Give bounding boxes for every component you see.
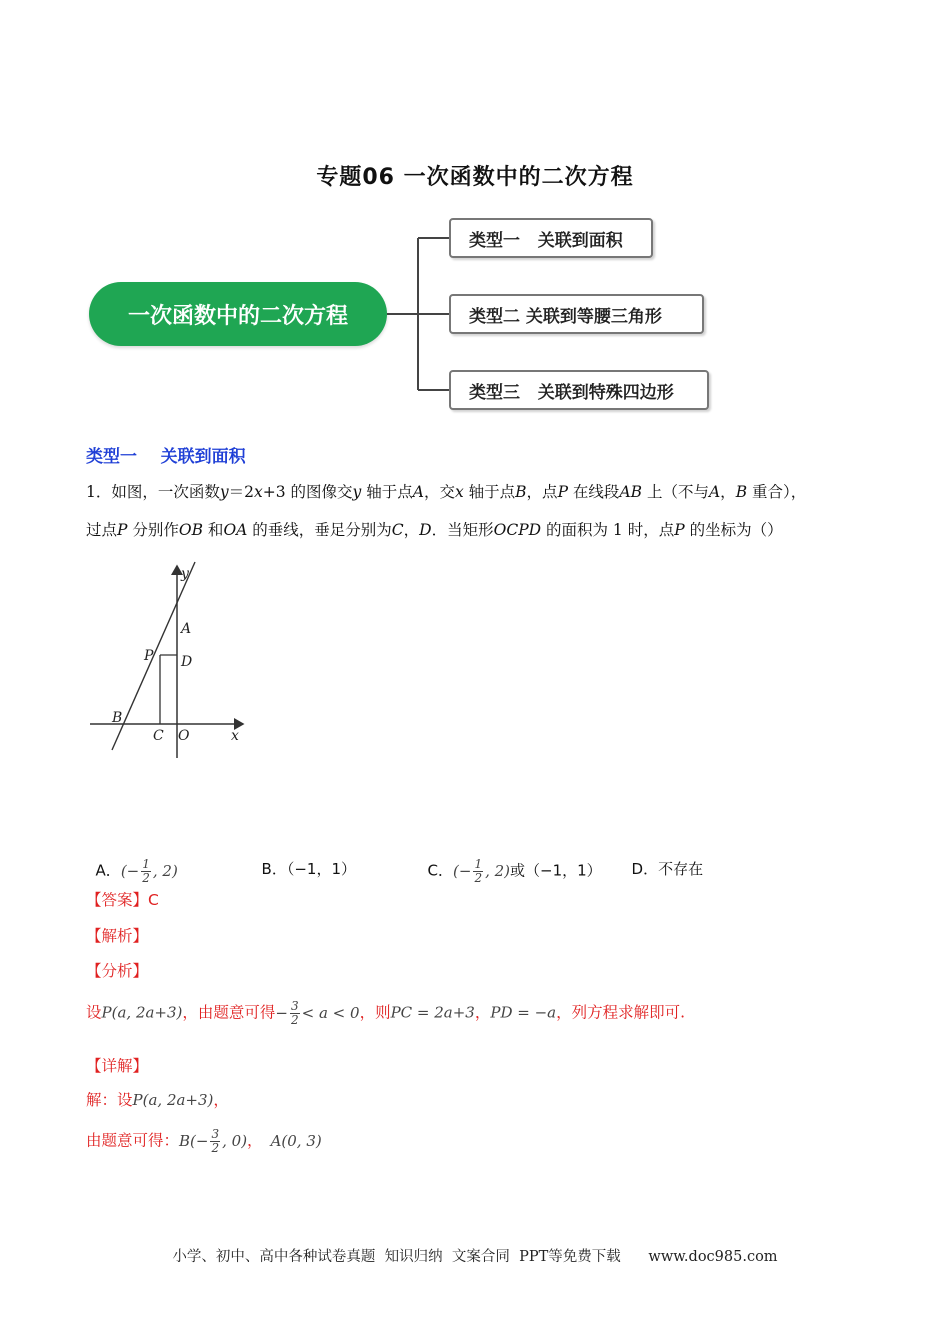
answer-tag: 【答案】C [86,891,159,909]
question-line-1: 1．如图，一次函数y＝2x+3 的图像交y 轴于点A，交x 轴于点B，点P 在线段AB 上（不与A，B 重合）， [86,483,807,501]
page-footer: 小学、初中、高中各种试卷真题 知识归纳 文案合同 PPT等免费下载 www.doc985.com [172,1249,778,1265]
option-b[interactable]: B．（−1，1） [261,860,356,878]
option-d[interactable]: D．不存在 [631,860,704,878]
option-c[interactable]: C．(− $\frac{1}{2}$ , 2)或（−1，1） [427,857,602,885]
mindmap-connectors [380,230,460,400]
solution-line-1: 解：设P(a, 2a+3)， [86,1091,229,1109]
label-y: y [181,566,189,582]
option-a[interactable]: A．(− $\frac{1}{2}$ , 2) [95,857,178,885]
label-p: P [144,648,154,664]
analysis-tag: 【解析】 [86,927,149,945]
analysis-head-tag: 【分析】 [86,962,149,980]
detail-tag: 【详解】 [86,1057,149,1075]
mindmap-branch-type3: 类型三 关联到特殊四边形 [449,370,709,410]
label-c: C [153,728,164,744]
mindmap-branch-type2: 类型二 关联到等腰三角形 [449,294,704,334]
mindmap-root: 一次函数中的二次方程 [89,282,387,346]
label-b: B [112,710,123,726]
section-heading: 类型一 关联到面积 [86,447,246,467]
label-a: A [181,621,192,637]
label-o: O [178,728,190,744]
graph-figure [86,560,256,765]
page-title: 专题06 一次函数中的二次方程 [316,165,634,190]
analysis-text: 设P(a, 2a+3)，由题意可得− $\frac{3}{2}$ < a < 0，则PC = 2a+3，PD = −a，列方程求解即可. [86,999,686,1027]
label-d: D [181,654,193,670]
question-line-2: 过点P 分别作OB 和OA 的垂线，垂足分别为C，D．当矩形OCPD 的面积为 1 时，点P 的坐标为（） [86,521,783,539]
solution-line-2: 由题意可得：B(− $\frac{3}{2}$ , 0)， A(0, 3) [86,1127,322,1155]
mindmap-branch-type1: 类型一 关联到面积 [449,218,653,258]
label-x: x [231,728,239,744]
